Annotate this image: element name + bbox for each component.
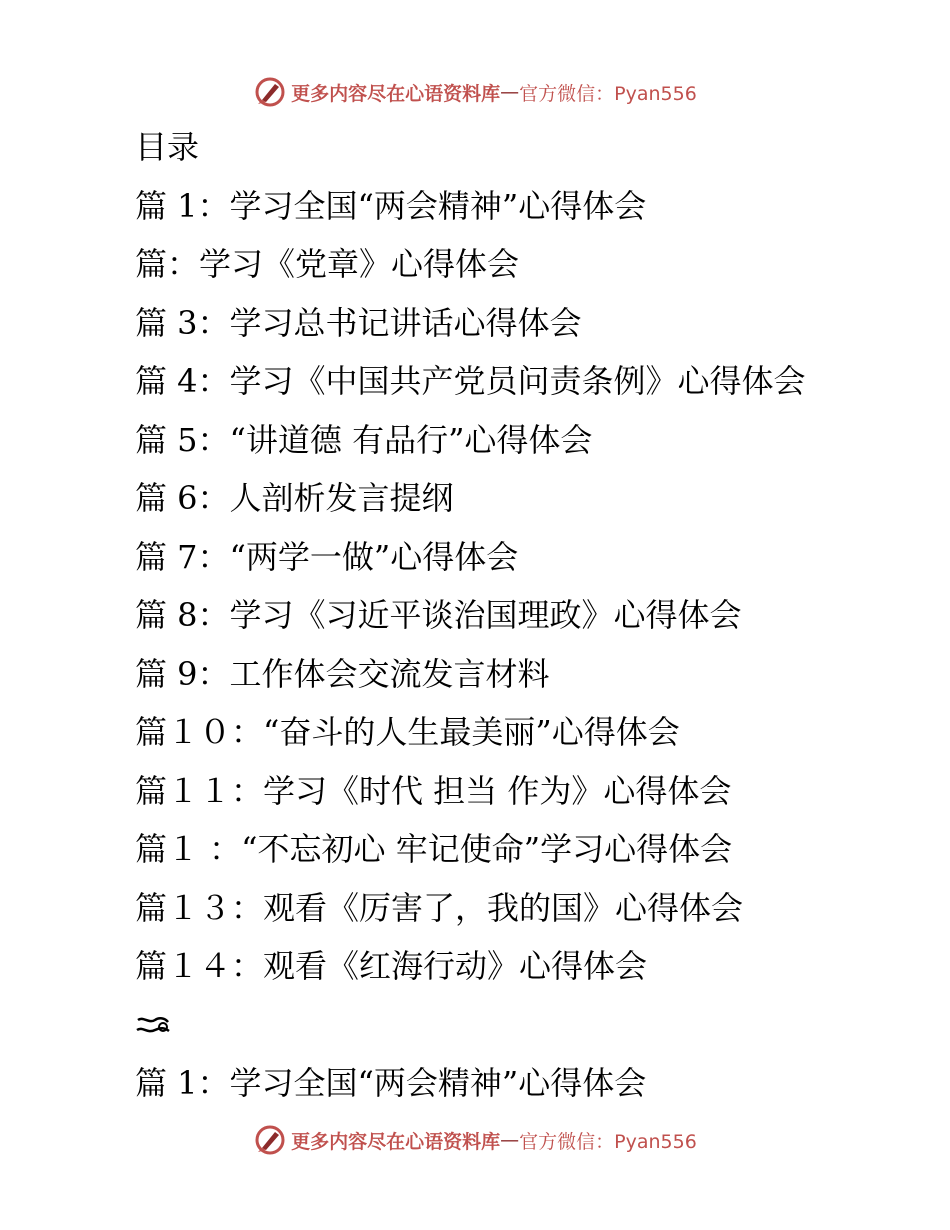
header-brand: 更多内容尽在心语资料库 (291, 82, 501, 105)
header-wechat: 官方微信：Pyan556 (519, 82, 697, 105)
pen-logo-icon (253, 1123, 287, 1157)
section-heading: 篇 1：学习全国“两会精神”心得体会 (135, 1064, 647, 1102)
toc-item: 篇：学习《党章》心得体会 (135, 245, 520, 283)
toc-item: 篇１ ：“不忘初心 牢记使命”学习心得体会 (135, 830, 733, 868)
toc-item: 篇 7：“两学一做”心得体会 (135, 537, 519, 576)
toc-item: 篇 4：学习《中国共产党员问责条例》心得体会 (135, 362, 806, 400)
document-body (135, 118, 935, 1113)
header-banner (0, 72, 950, 112)
footer-wechat: 官方微信：Pyan556 (519, 1130, 697, 1153)
toc-title: 目录 (135, 128, 200, 166)
toc-item: 篇 1：学习全国“两会精神”心得体会 (135, 186, 647, 225)
footer-banner (0, 1120, 950, 1160)
toc-item: 篇 3：学习总书记讲话心得体会 (135, 303, 582, 342)
ornament-row (135, 996, 935, 1055)
toc-item: 篇 9：工作体会交流发言材料 (135, 654, 550, 693)
toc-item: 篇 5：“讲道德 有品行”心得体会 (135, 420, 593, 459)
toc-item: 篇 8：学习《习近平谈治国理政》心得体会 (135, 596, 742, 634)
toc-item: 篇１０：“奋斗的人生最美丽”心得体会 (135, 713, 680, 751)
header-separator: — (500, 81, 520, 103)
footer-brand: 更多内容尽在心语资料库 (291, 1130, 501, 1153)
pen-logo-icon (253, 75, 287, 109)
toc-item: 篇 6：人剖析发言提纲 (135, 479, 454, 517)
toc-item: 篇１１：学习《时代 担当 作为》心得体会 (135, 771, 732, 810)
toc-item: 篇１４：观看《红海行动》心得体会 (135, 947, 648, 985)
scroll-ornament-icon (135, 1014, 171, 1036)
footer-separator: — (500, 1129, 520, 1151)
toc-item: 篇１３：观看《厉害了，我的国》心得体会 (135, 888, 744, 927)
